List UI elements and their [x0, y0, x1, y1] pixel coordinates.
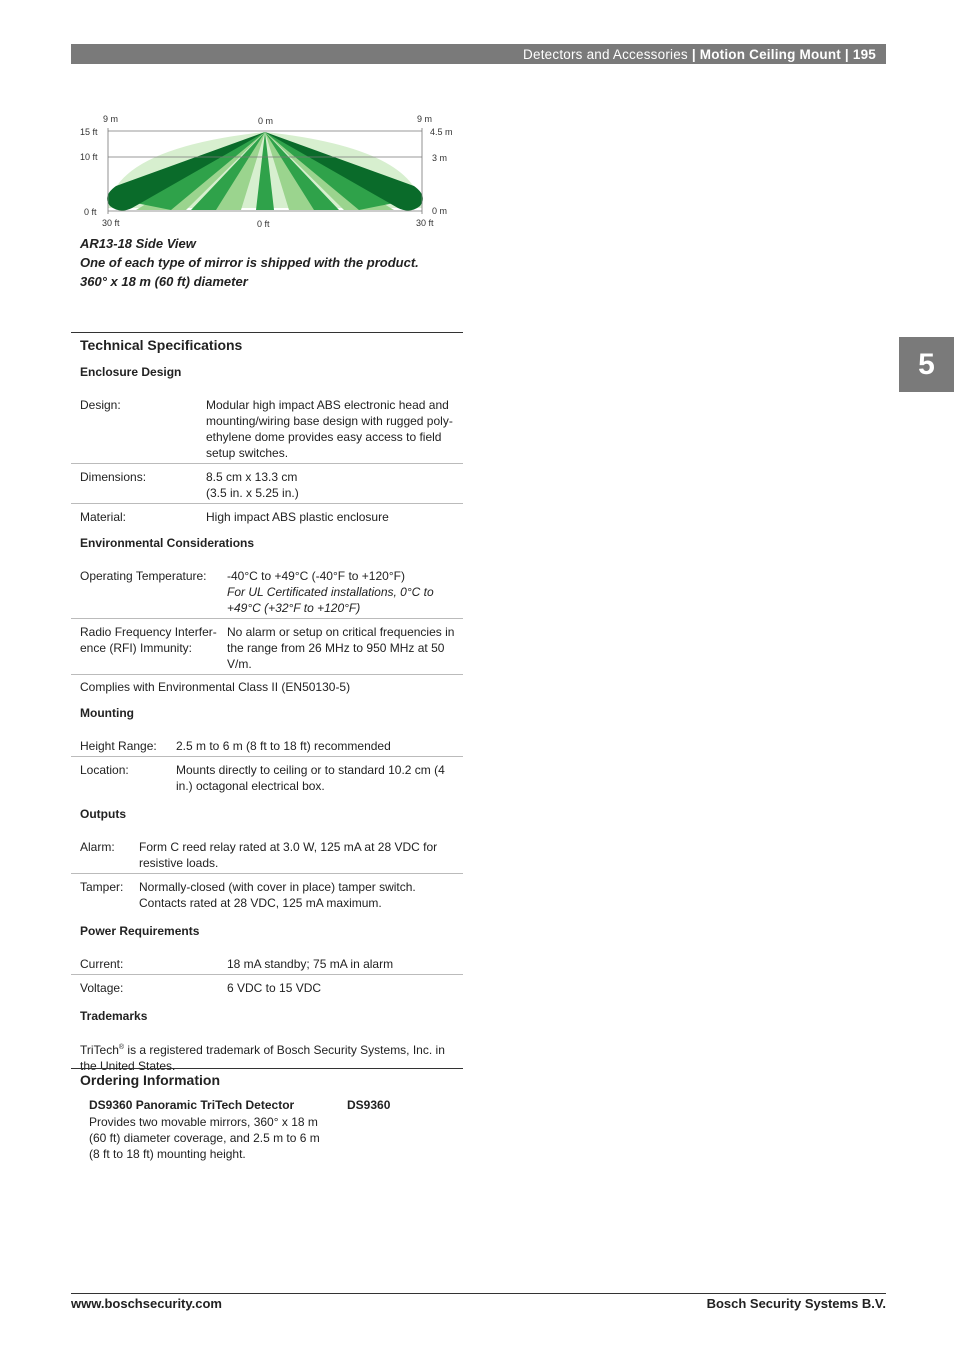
- diagram-label: 4.5 m: [430, 127, 453, 137]
- spec-value: No alarm or setup on critical frequencies in the range from 26 MHz to 950 MHz at 50 V/m.: [227, 625, 455, 671]
- diagram-label: 9 m: [103, 114, 119, 124]
- spec-label: Design:: [80, 398, 121, 412]
- registered-mark: ®: [118, 1044, 125, 1051]
- tech-specs-body: [71, 364, 463, 1074]
- diagram-label: 9 m: [417, 114, 433, 124]
- header-page-number: 195: [852, 46, 876, 62]
- spec-value: -40°C to +49°C (-40°F to +120°F): [227, 569, 405, 583]
- section-divider: [71, 1068, 463, 1069]
- caption-line: One of each type of mirror is shipped with the product.: [80, 255, 419, 270]
- subheading-outputs: Outputs: [80, 807, 126, 821]
- spec-row-dimensions: [71, 464, 463, 504]
- section-divider: [71, 332, 463, 333]
- spec-row-material: [71, 504, 463, 527]
- spec-label: Material:: [80, 510, 127, 524]
- spec-row-temperature: [71, 565, 463, 619]
- chapter-tab: 5: [899, 337, 954, 392]
- page-header: [71, 44, 886, 64]
- spec-value: 6 VDC to 15 VDC: [227, 981, 322, 995]
- spec-label: Alarm:: [80, 840, 115, 854]
- diagram-caption: [80, 234, 480, 291]
- spec-label: Voltage:: [80, 981, 124, 995]
- spec-label: Tamper:: [80, 880, 124, 894]
- spec-row-height: [71, 735, 463, 757]
- diagram-label: 0 ft: [84, 207, 97, 217]
- trademark-brand: TriTech: [80, 1043, 119, 1057]
- header-separator: |: [687, 46, 700, 62]
- footer-company: Bosch Security Systems B.V.: [706, 1296, 886, 1311]
- spec-row-tamper: [71, 874, 463, 913]
- spec-row-current: [71, 953, 463, 975]
- spec-row-alarm: [71, 836, 463, 874]
- diagram-label: 0 m: [432, 206, 448, 216]
- spec-label: Current:: [80, 957, 124, 971]
- diagram-label: 0 m: [258, 116, 274, 126]
- diagram-label: 15 ft: [80, 127, 98, 137]
- spec-value: 18 mA standby; 75 mA in alarm: [227, 957, 394, 971]
- product-description: Provides two movable mirrors, 360° x 18 m (60 ft) diameter coverage, and 2.5 m to 6 m (8 ft to 18 ft) mounting height.: [89, 1115, 320, 1161]
- ordering-title: Ordering Information: [80, 1072, 220, 1088]
- diagram-label: 30 ft: [102, 218, 120, 228]
- subheading-environmental: Environmental Considerations: [80, 536, 255, 550]
- diagram-label: 3 m: [432, 153, 448, 163]
- subheading-power: Power Requirements: [80, 924, 200, 938]
- spec-compliance: Complies with Environmental Class II (EN50130-5): [80, 680, 351, 694]
- caption-line: 360° x 18 m (60 ft) diameter: [80, 274, 248, 289]
- spec-row-location: [71, 757, 463, 796]
- caption-line: AR13-18 Side View: [80, 236, 196, 251]
- diagram-label: 0 ft: [257, 219, 270, 229]
- subheading-enclosure: Enclosure Design: [80, 365, 182, 379]
- trademark-statement: is a registered trademark of Bosch Security Systems, Inc. in the United States.: [80, 1043, 445, 1073]
- diagram-label: 30 ft: [416, 218, 434, 228]
- spec-row-design: [71, 394, 463, 464]
- coverage-diagram: [76, 108, 466, 233]
- header-section: Detectors and Accessories: [523, 46, 688, 62]
- spec-value: High impact ABS plastic enclosure: [206, 510, 389, 524]
- ordering-item: [89, 1097, 429, 1162]
- footer-website[interactable]: www.boschsecurity.com: [71, 1296, 222, 1311]
- subheading-trademarks: Trademarks: [80, 1009, 148, 1023]
- product-name: DS9360 Panoramic TriTech Detector: [89, 1098, 295, 1112]
- spec-label: Dimensions:: [80, 470, 147, 484]
- spec-note: For UL Certificated installations, 0°C to +49°C (+32°F to +120°F): [227, 585, 434, 615]
- footer-divider: [71, 1293, 886, 1294]
- spec-value: Modular high impact ABS electronic head and mounting/wiring base design with rugged polyethylene dome provides easy access to field setup switches.: [206, 398, 453, 460]
- product-code: DS9360: [347, 1098, 391, 1112]
- header-separator: |: [840, 46, 853, 62]
- spec-label: Operating Temperature:: [80, 569, 207, 583]
- spec-value: Normally-closed (with cover in place) tamper switch. Contacts rated at 28 VDC, 125 mA maximum.: [139, 880, 416, 910]
- spec-value: (3.5 in. x 5.25 in.): [206, 486, 299, 500]
- spec-row-rfi: [71, 619, 463, 675]
- spec-label: Height Range:: [80, 739, 157, 753]
- spec-label: Radio Frequency Interference (RFI) Immunity:: [80, 625, 217, 655]
- subheading-mounting: Mounting: [80, 706, 134, 720]
- spec-row-voltage: [71, 975, 463, 998]
- tech-specs-title: Technical Specifications: [80, 337, 243, 353]
- spec-label: Location:: [80, 763, 129, 777]
- header-title: Motion Ceiling Mount: [699, 46, 841, 62]
- spec-value: Form C reed relay rated at 3.0 W, 125 mA at 28 VDC for resistive loads.: [139, 840, 438, 870]
- spec-value: 8.5 cm x 13.3 cm: [206, 470, 298, 484]
- spec-value: Mounts directly to ceiling or to standard 10.2 cm (4 in.) octagonal electrical box.: [176, 763, 445, 793]
- spec-value: 2.5 m to 6 m (8 ft to 18 ft) recommended: [176, 739, 391, 753]
- diagram-label: 10 ft: [80, 152, 98, 162]
